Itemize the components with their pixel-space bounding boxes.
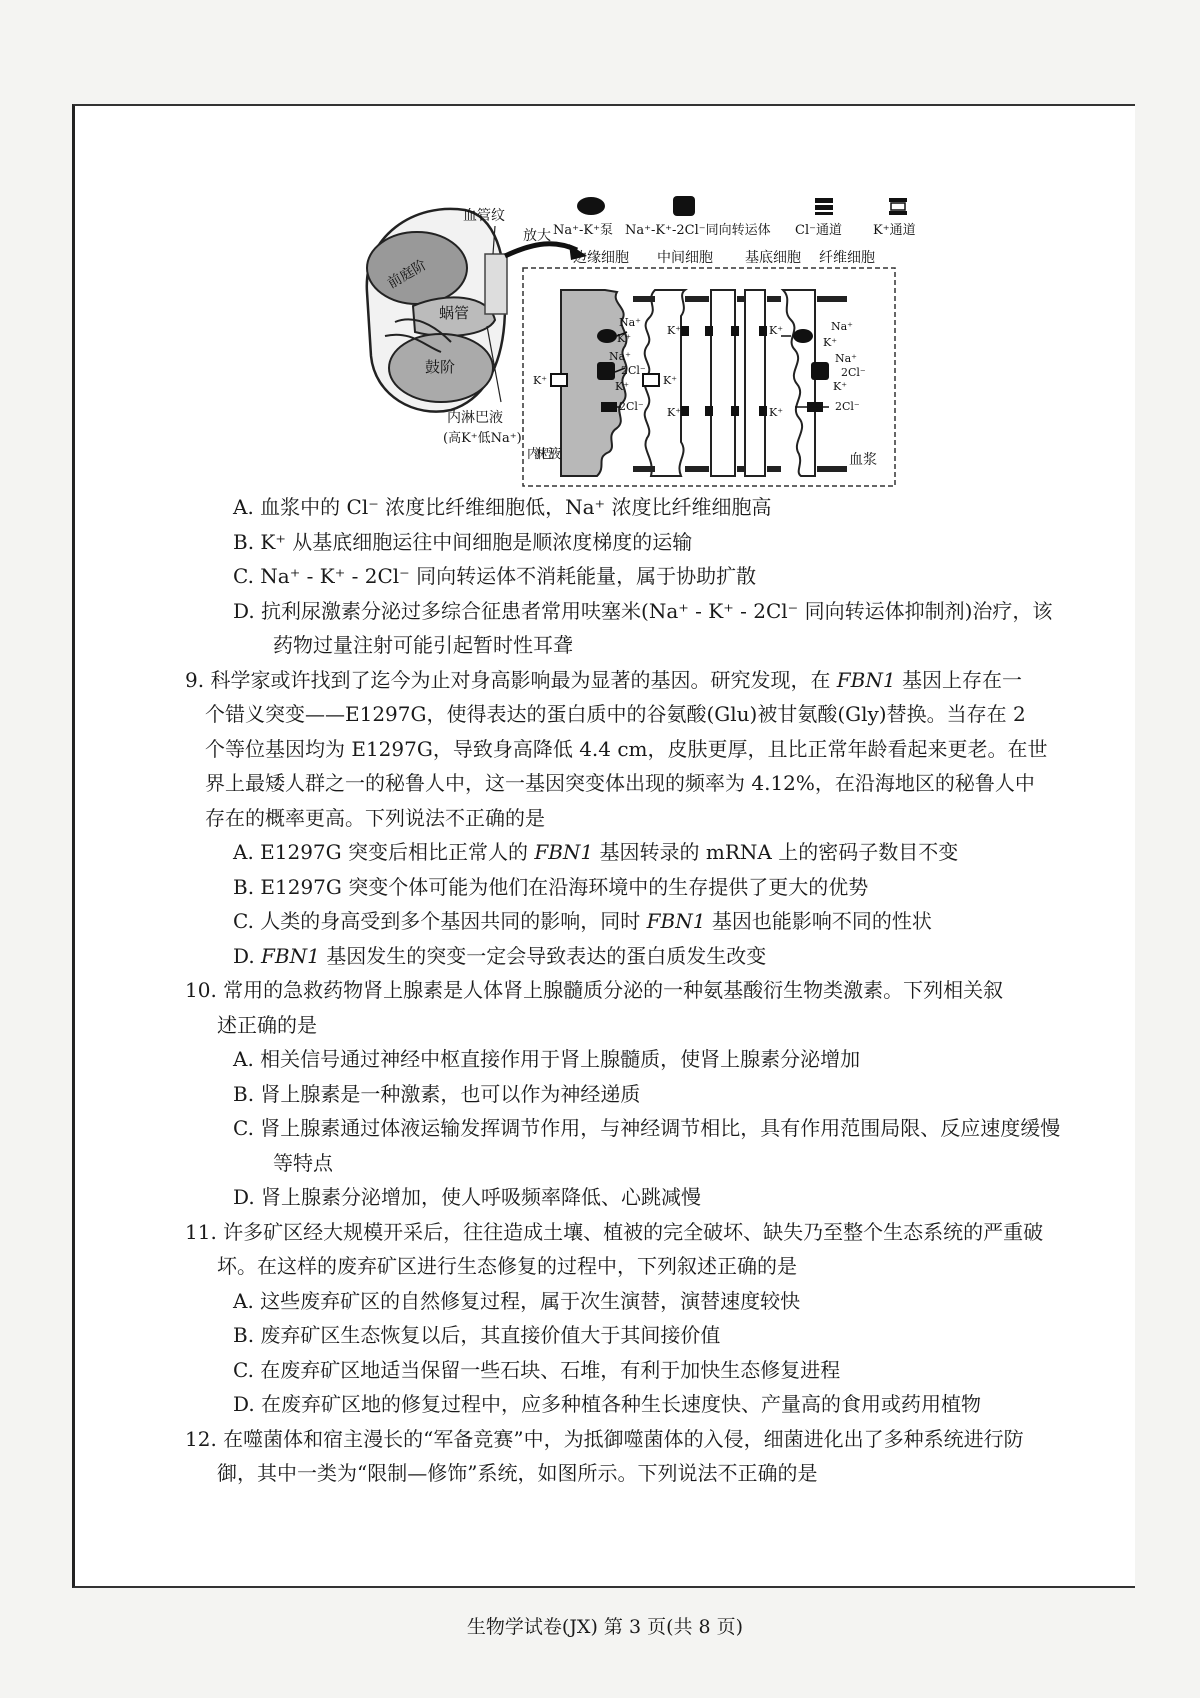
ion-label: K⁺ — [833, 380, 848, 393]
q8-option-c: C. Na⁺ - K⁺ - 2Cl⁻ 同向转运体不消耗能量，属于协助扩散 — [233, 564, 757, 588]
marginal-k-channel-icon — [551, 374, 567, 386]
ion-label: K⁺ — [615, 380, 630, 393]
legend-pump: Na⁺-K⁺泵 — [553, 223, 613, 238]
ion-label: K⁺ — [663, 374, 678, 387]
ion-label: K⁺ — [823, 336, 838, 349]
q10-stem-line2: 述正确的是 — [217, 1012, 317, 1037]
ion-label: 2Cl⁻ — [619, 400, 644, 413]
fibrocyte-cotransporter-icon — [811, 362, 829, 380]
q9-stem-line5: 存在的概率更高。下列说法不正确的是 — [205, 805, 545, 830]
q11-stem-line1: 11. 许多矿区经大规模开采后，往往造成土壤、植被的完全破坏、缺失乃至整个生态系统的严重破 — [185, 1219, 1044, 1244]
ion-label: Na⁺ — [831, 320, 853, 333]
label-endolymph: 内淋巴液 — [447, 410, 503, 426]
q9-stem-line1: 9. 科学家或许找到了迄今为止对身高影响最为显著的基因。研究发现，在 FBN1 基因上存在一 — [185, 667, 1022, 692]
q9-stem-line3: 个等位基因均为 E1297G，导致身高降低 4.4 cm，皮肤更厚，且比正常年龄看起来更老。在世 — [205, 736, 1048, 761]
page-footer: 生物学试卷(JX) 第 3 页(共 8 页) — [466, 1616, 744, 1638]
q8-option-b: B. K⁺ 从基底细胞运往中间细胞是顺浓度梯度的运输 — [233, 529, 693, 554]
label-marginal-cell: 边缘细胞 — [573, 250, 629, 266]
ion-label: 2Cl⁻ — [841, 366, 866, 379]
marginal-cotransporter-icon — [597, 362, 615, 380]
ion-label: K⁺ — [769, 324, 784, 337]
ion-label: 2Cl⁻ — [621, 364, 646, 377]
q8-option-d: D. 抗利尿激素分泌过多综合征患者常用呋塞米(Na⁺ - K⁺ - 2Cl⁻ 同向转运体抑制剂)治疗，该 — [233, 598, 1053, 623]
q11-stem-line2: 坏。在这样的废弃矿区进行生态修复的过程中，下列叙述正确的是 — [217, 1254, 797, 1278]
label-scala-tympani: 鼓阶 — [425, 358, 456, 376]
pump-symbol-icon — [577, 197, 605, 215]
q9-stem-line2: 个错义突变——E1297G，使得表达的蛋白质中的谷氨酸(Glu)被甘氨酸(Gly)替换。当存在 2 — [205, 702, 1026, 726]
q9-option-b: B. E1297G 突变个体可能为他们在沿海环境中的生存提供了更大的优势 — [233, 874, 869, 899]
q11-option-d: D. 在废弃矿区地的修复过程中，应多种植各种生长速度快、产量高的食用或药用植物 — [233, 1392, 982, 1416]
ion-label: K⁺ — [667, 324, 682, 337]
marginal-cl-channel-icon — [601, 402, 617, 412]
exam-page — [72, 104, 1135, 1638]
fibrocyte — [783, 290, 815, 476]
ion-label: K⁺ — [533, 374, 548, 387]
cochlea-transport-figure — [355, 196, 995, 492]
k-channel-symbol-icon — [889, 198, 907, 215]
q11-option-c: C. 在废弃矿区地适当保留一些石块、石堆，有利于加快生态修复进程 — [233, 1357, 841, 1382]
label-stria-vascularis: 血管纹 — [463, 208, 505, 224]
label-intermediate-cell: 中间细胞 — [657, 250, 713, 266]
legend-k-channel: K⁺通道 — [873, 223, 916, 238]
legend-cl-channel: Cl⁻通道 — [795, 223, 842, 238]
marginal-pump-icon — [597, 329, 617, 343]
q10-option-a: A. 相关信号通过神经中枢直接作用于肾上腺髓质，使肾上腺素分泌增加 — [233, 1047, 861, 1071]
question-text — [185, 490, 1135, 1491]
fibrocyte-pump-icon — [793, 329, 813, 343]
ion-label: Na⁺ — [619, 316, 641, 329]
legend-cotransporter: Na⁺-K⁺-2Cl⁻同向转运体 — [625, 223, 771, 238]
q10-option-c: C. 肾上腺素通过体液运输发挥调节作用，与神经调节相比，具有作用范围局限、反应速度缓慢 — [233, 1116, 1061, 1140]
q11-option-a: A. 这些废弃矿区的自然修复过程，属于次生演替，演替速度较快 — [233, 1288, 801, 1313]
ion-label: Na⁺ — [609, 350, 631, 363]
ion-label: K⁺ — [617, 332, 632, 345]
q12-stem-line1: 12. 在噬菌体和宿主漫长的“军备竞赛”中，为抵御噬菌体的入侵，细菌进化出了多种系统进行防 — [185, 1426, 1024, 1451]
q12-stem-line2: 御，其中一类为“限制—修饰”系统，如图所示。下列说法不正确的是 — [217, 1461, 818, 1485]
cochlea-diagram — [367, 208, 522, 446]
ion-label: Na⁺ — [835, 352, 857, 365]
label-cochlear-duct: 蜗管 — [439, 304, 470, 322]
q8-option-d-cont: 药物过量注射可能引起暂时性耳聋 — [273, 633, 573, 657]
q9-option-c: C. 人类的身高受到多个基因共同的影响，同时 FBN1 基因也能影响不同的性状 — [233, 909, 932, 933]
q9-option-d: D. FBN1 基因发生的突变一定会导致表达的蛋白质发生改变 — [233, 943, 767, 968]
ion-label: K⁺ — [667, 406, 682, 419]
label-fibrocyte: 纤维细胞 — [819, 250, 875, 266]
label-plasma: 血浆 — [849, 452, 877, 468]
q10-option-d: D. 肾上腺素分泌增加，使人呼吸频率降低、心跳减慢 — [233, 1185, 702, 1209]
figure-legend — [553, 196, 916, 238]
cl-channel-symbol-icon — [815, 198, 833, 215]
ion-label: 2Cl⁻ — [835, 400, 860, 413]
q11-option-b: B. 废弃矿区生态恢复以后，其直接价值大于其间接价值 — [233, 1323, 721, 1347]
q9-option-a: A. E1297G 突变后相比正常人的 FBN1 基因转录的 mRNA 上的密码子数目不变 — [233, 840, 959, 864]
q10-option-c-cont: 等特点 — [273, 1150, 333, 1175]
label-zoom: 放大 — [523, 228, 551, 244]
label-basal-cell: 基底细胞 — [745, 250, 801, 266]
label-inner-lymph: 内淋巴液 — [527, 447, 561, 462]
basal-cell — [711, 290, 765, 476]
zoom-arrow-icon — [505, 244, 577, 256]
q10-stem-line1: 10. 常用的急救药物肾上腺素是人体肾上腺髓质分泌的一种氨基酸衍生物类激素。下列相关叙 — [185, 978, 1004, 1002]
q10-option-b: B. 肾上腺素是一种激素，也可以作为神经递质 — [233, 1081, 641, 1106]
ion-label: K⁺ — [769, 406, 784, 419]
label-scala-vestibuli: 前庭阶 — [385, 257, 430, 292]
q8-option-a: A. 血浆中的 Cl⁻ 浓度比纤维细胞低，Na⁺ 浓度比纤维细胞高 — [233, 495, 772, 519]
q9-stem-line4: 界上最矮人群之一的秘鲁人中，这一基因突变体出现的频率为 4.12%，在沿海地区的秘鲁人中 — [205, 771, 1035, 795]
cotransporter-symbol-icon — [673, 196, 695, 216]
label-endolymph-note: (高K⁺低Na⁺) — [443, 431, 522, 446]
